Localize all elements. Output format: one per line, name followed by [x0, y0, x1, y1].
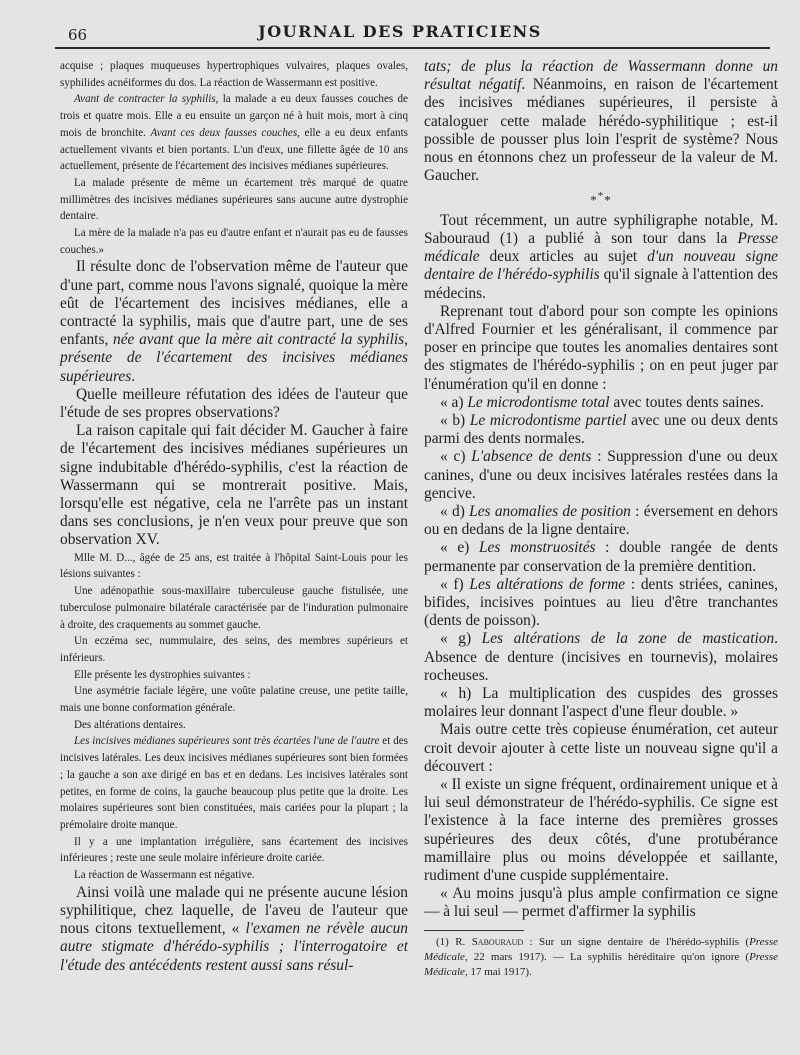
left-paragraph: La malade présente de même un écartement très marqué de quatre millimètres des incisives médianes supérieures sans aucune autre dystrophie dentaire. [60, 176, 408, 223]
left-paragraph: acquise ; plaques muqueuses hypertrophiques vulvaires, plaques ovales, syphilides acnéiformes du dos. La réaction de Wassermann est positive. [60, 60, 408, 89]
right-paragraph: « d) Les anomalies de position : éversement en dehors ou en dedans de la ligne dentaire. [424, 503, 778, 539]
left-paragraph: Avant de contracter la syphilis, la malade a eu deux fausses couches de trois et quatre mois. Elle a eu ensuite un garçon né à huit mois, mort à cinq mois de bronchite. Avant ces deux fausses couches, elle a eu deux enfants actuellement vivants et bien portants. L'un d'eux, une fillette âgée de 10 ans actuellement, présente de l'écartement des incisives médianes supérieures. [60, 93, 408, 173]
running-head-title: JOURNAL DES PRATICIENS [258, 22, 542, 41]
left-paragraph: Elle présente les dystrophies suivantes : [74, 668, 251, 681]
left-paragraph: Ainsi voilà une malade qui ne présente aucune lésion syphilitique, chez laquelle, de l'aveu de l'auteur que nous citons textuellement, « l'examen ne révèle aucun autre stigmate d'hérédo-syphilis ; l'interrogatoire et l'étude des antécédents restent aussi sans résul- [60, 883, 408, 974]
footnote-rule [424, 930, 524, 931]
footnote: (1) R. Sabouraud : Sur un signe dentaire de l'hérédo-syphilis (Presse Médicale, 22 mars 1917). — La syphilis héréditaire qu'on ignore (Presse Médicale, 17 mai 1917). [424, 935, 778, 978]
right-column [424, 58, 778, 980]
left-paragraph: Il résulte donc de l'observation même de l'auteur que d'une part, comme nous l'avons signalé, quoique la mère eût de l'écartement des incisives médianes, elle a contracté la syphilis, mais que d'autre part, une de ses enfants, née avant que la mère ait contracté la syphilis, présente de l'écartement des incisives médianes supérieures. [60, 258, 409, 385]
left-paragraph: Il y a une implantation irrégulière, sans écartement des incisives inférieures ; reste une seule molaire inférieure droite cariée. [60, 835, 408, 865]
section-separator: *** [590, 190, 612, 208]
right-paragraph: Mais outre cette très copieuse énumération, cet auteur croit devoir ajouter à cette liste un nouveau signe qu'il a découvert : [424, 721, 778, 775]
right-paragraph: Tout récemment, un autre syphiligraphe notable, M. Sabouraud (1) a publié à son tour dans la Presse médicale deux articles au sujet d'un nouveau signe dentaire de l'hérédo-syphilis qu'il signale à l'attention des médecins. [424, 211, 779, 302]
left-paragraph: La raison capitale qui fait décider M. Gaucher à faire de l'écartement des incisives médianes supérieures un signe indubitable d'hérédo-syphilis, c'est la réaction de Wassermann qui se montrerait positive. Mais, lorsqu'elle est négative, cela ne l'arrête pas un instant dans ses conclusions, je n'en veux pour preuve que son observation XV. [60, 422, 408, 549]
left-paragraph: Des altérations dentaires. [74, 718, 186, 731]
right-paragraph: « g) Les altérations de la zone de mastication. Absence de denture (incisives en tournevis), molaires rocheuses. [424, 630, 778, 684]
right-paragraph: « h) La multiplication des cuspides des grosses molaires leur donnant l'aspect d'une fleur double. » [424, 685, 778, 721]
right-paragraph: « b) Le microdontisme partiel avec une ou deux dents parmi des dents normales. [424, 411, 778, 448]
page-number: 66 [68, 26, 88, 44]
left-paragraph: Les incisives médianes supérieures sont très écartées l'une de l'autre et des incisives latérales. Les deux incisives médianes supérieures sont bien formées ; la gauche a son axe dirigé en bas et en dedans. Les incisives latérales sont petites, en forme de coins, la gauche beaucoup plus petite que la droite. Les molaires supérieures sont bien constituées, mais cariées pour la plupart ; la prémolaire droite manque. [60, 735, 408, 831]
left-paragraph: Quelle meilleure réfutation des idées de l'auteur que l'étude de ses propres observations? [60, 385, 408, 422]
right-paragraph: « f) Les altérations de forme : dents striées, canines, bifides, incisives pointues au lieu d'être tranchantes (dents de poisson). [424, 575, 778, 630]
right-paragraph: « e) Les monstruosités : double rangée de dents permanente par conservation de la première dentition. [424, 539, 778, 575]
left-column [60, 58, 408, 975]
header-rule [55, 47, 770, 49]
right-paragraph: « Au moins jusqu'à plus ample confirmation ce signe — à lui seul — permet d'affirmer la syphilis [424, 885, 778, 921]
right-paragraph: tats; de plus la réaction de Wassermann donne un résultat négatif. Néanmoins, en raison de l'écartement des incisives médianes supérieures, il persiste à cataloguer cette malade hérédo-syphilitique ; est-il possible de pousser plus loin l'esprit de système? Nous nous en étonnons chez un professeur de la valeur de M. Gaucher. [424, 58, 778, 185]
left-paragraph: La mère de la malade n'a pas eu d'autre enfant et n'aurait pas eu de fausses couches.» [60, 227, 408, 256]
right-paragraph: « a) Le microdontisme total avec toutes dents saines. [440, 393, 764, 411]
left-paragraph: Un eczéma sec, nummulaire, des seins, des membres supérieurs et inférieurs. [60, 635, 408, 664]
right-paragraph: Reprenant tout d'abord pour son compte les opinions d'Alfred Fournier et les généralisant, il commence par poser en principe que toutes les anomalies dentaires sont des stigmates de l'hérédo-syphilis ; on en peut juger par l'énumération qu'il en donne : [424, 302, 778, 393]
right-column-body [424, 58, 778, 922]
right-paragraph: « c) L'absence de dents : Suppression d'une ou deux canines, d'une ou deux incisives latérales restées dans la gencive. [424, 448, 778, 502]
left-paragraph: La réaction de Wassermann est négative. [74, 869, 255, 882]
left-paragraph: Une asymétrie faciale légère, une voûte palatine creuse, une petite taille, mais une bonne conformation générale. [60, 685, 408, 715]
left-paragraph: Une adénopathie sous-maxillaire tuberculeuse gauche fistulisée, une tuberculose pulmonaire bilatérale caractérisée par de l'induration pulmonaire à droite, des craquements au sommet gauche. [60, 585, 408, 631]
right-paragraph: « Il existe un signe fréquent, ordinairement unique et à lui seul démonstrateur de l'hérédo-syphilis. Ce signe est l'existence à la face interne des premières grosses supérieures des deux côtés, d'une protubérance mamillaire plus ou moins développée et saillante, rudiment d'une cuspide supplémentaire. [424, 776, 778, 885]
left-paragraph: Mlle M. D..., âgée de 25 ans, est traitée à l'hôpital Saint-Louis pour les lésions suivantes : [60, 551, 408, 581]
